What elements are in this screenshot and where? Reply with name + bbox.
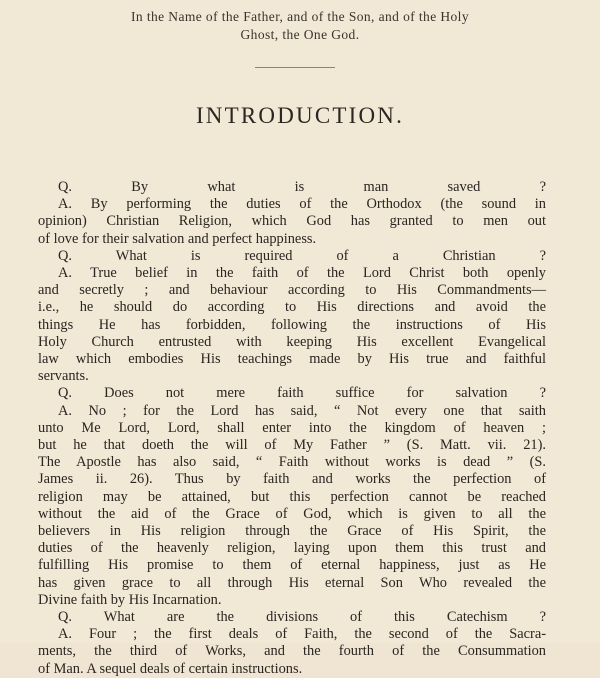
text-line: opinion) Christian Religion, which God has granted to men out <box>38 213 546 230</box>
text-line: things He has forbidden, following the instructions of His <box>38 316 546 333</box>
text-line: of Man. A sequel deals of certain instructions. <box>38 660 303 677</box>
invocation <box>30 8 570 44</box>
text-line: Divine faith by His Incarnation. <box>38 591 222 608</box>
text-line: ments, the third of Works, and the fourth of the Consummation <box>38 643 546 660</box>
text-line: religion may be attained, but this perfection cannot be reached <box>38 488 546 505</box>
text-line: unto Me Lord, Lord, shall enter into the kingdom of heaven ; <box>38 419 546 436</box>
text-line: A. By performing the duties of the Orthodox (the sound in <box>58 196 546 213</box>
text-line: believers in His religion through the Grace of His Spirit, the <box>38 523 546 540</box>
page-title: INTRODUCTION. <box>195 103 405 128</box>
divider-rule <box>255 67 335 68</box>
text-line: A. True belief in the faith of the Lord Christ both openly <box>58 265 546 282</box>
text-line: fulfilling His promise to them of eternal happiness, just as He <box>38 557 546 574</box>
text-line: The Apostle has also said, “ Faith without works is dead ” (S. <box>38 454 546 471</box>
text-line: and secretly ; and behaviour according to His Commandments— <box>38 282 546 299</box>
text-line: Q. What are the divisions of this Catechism ? <box>58 609 546 626</box>
text-line: Holy Church entrusted with keeping His excellent Evangelical <box>38 333 546 350</box>
text-line: without the aid of the Grace of God, which is given to all the <box>38 505 546 522</box>
invocation-line-1: In the Name of the Father, and of the Son, and of the Holy <box>131 9 469 24</box>
text-line: law which embodies His teachings made by His true and faithful <box>38 351 546 368</box>
text-line: Q. What is required of a Christian ? <box>58 247 546 264</box>
catechism-text <box>38 179 546 678</box>
text-line: duties of the heavenly religion, laying upon them this trust and <box>38 540 546 557</box>
text-line: Q. Does not mere faith suffice for salvation ? <box>58 385 546 402</box>
text-line: Q. By what is man saved ? <box>58 179 546 195</box>
text-line: James ii. 26). Thus by faith and works the perfection of <box>38 471 546 488</box>
text-line: servants. <box>38 368 89 385</box>
text-line: i.e., he should do according to His directions and avoid the <box>38 299 546 316</box>
text-line: A. No ; for the Lord has said, “ Not every one that saith <box>58 402 546 419</box>
invocation-line-2: Ghost, the One God. <box>240 27 360 42</box>
text-line: has given grace to all through His eternal Son Who revealed the <box>38 574 546 591</box>
text-line: but he that doeth the will of My Father ” (S. Matt. vii. 21). <box>38 437 546 454</box>
text-line: A. Four ; the first deals of Faith, the second of the Sacra- <box>58 626 546 643</box>
text-line: of love for their salvation and perfect happiness. <box>38 230 317 247</box>
